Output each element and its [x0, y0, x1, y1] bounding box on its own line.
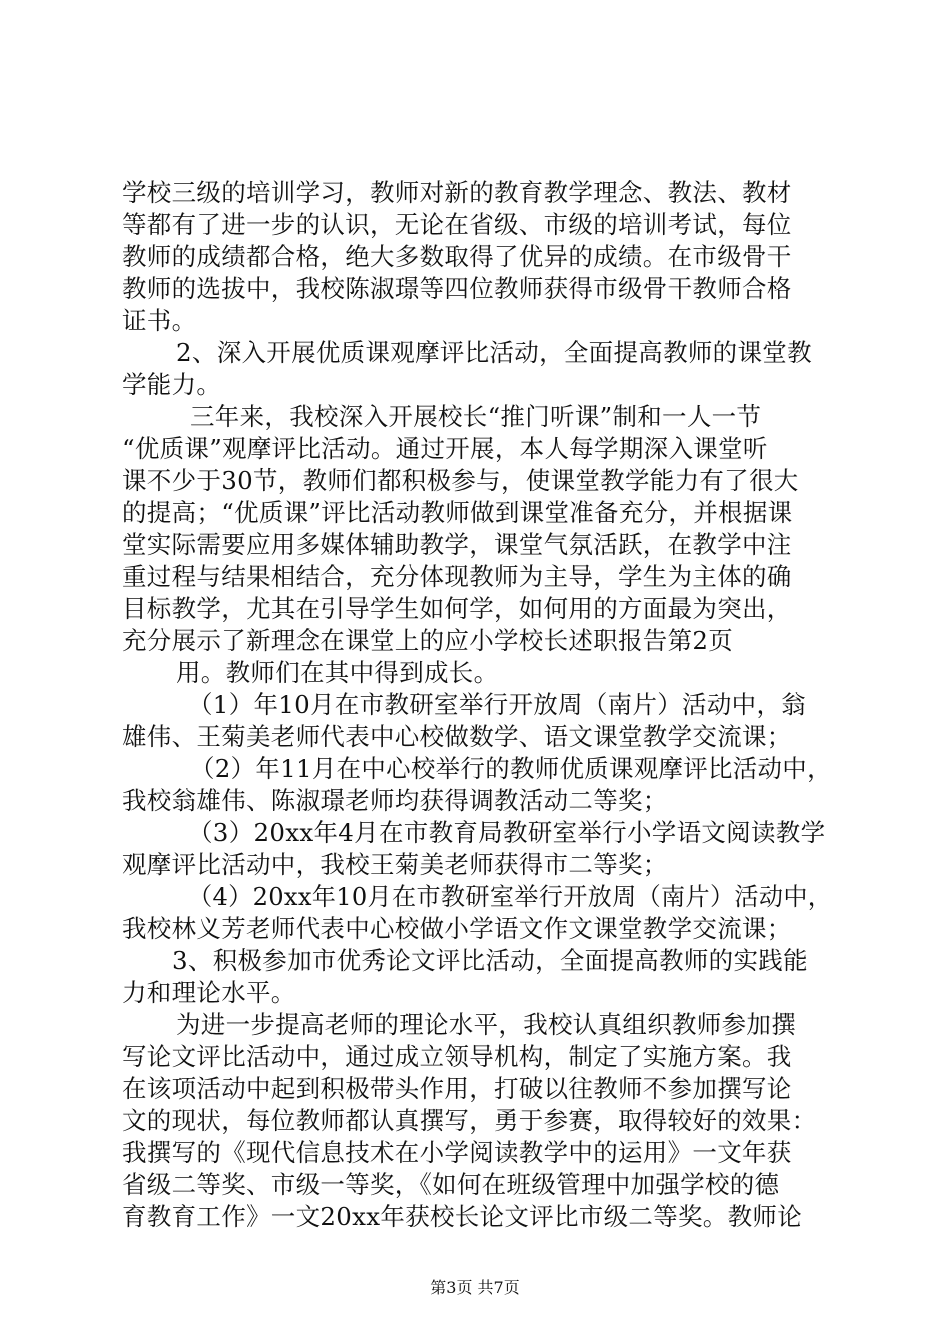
text-line: 充分展示了新理念在课堂上的应小学校长述职报告第2页	[122, 626, 734, 655]
text-line: 学能力。	[122, 370, 222, 399]
text-line: 重过程与结果相结合，充分体现教师为主导，学生为主体的确	[122, 562, 792, 591]
section-heading: 3、积极参加市优秀论文评比活动，全面提高教师的实践能	[172, 946, 808, 975]
text-line: 目标教学，尤其在引导学生如何学，如何用的方面最为突出，	[122, 594, 792, 623]
section-heading: 2、深入开展优质课观摩评比活动，全面提高教师的课堂教	[176, 338, 812, 367]
text-line: 教师的成绩都合格，绝大多数取得了优异的成绩。在市级骨干	[122, 242, 792, 271]
text-line: 我校翁雄伟、陈淑璟老师均获得调教活动二等奖；	[122, 786, 668, 815]
list-item: （4）20xx年10月在市教研室举行开放周（南片）活动中，	[188, 882, 833, 911]
text-line: 我校林义芳老师代表中心校做小学语文作文课堂教学交流课；	[122, 914, 792, 943]
text-line: 我撰写的《现代信息技术在小学阅读教学中的运用》一文年获	[122, 1138, 792, 1167]
paragraph-start: 为进一步提高老师的理论水平，我校认真组织教师参加撰	[176, 1010, 796, 1039]
text-line: 雄伟、王菊美老师代表中心校做数学、语文课堂教学交流课；	[122, 722, 792, 751]
text-line: 堂实际需要应用多媒体辅助教学，课堂气氛活跃，在教学中注	[122, 530, 792, 559]
text-line: 学校三级的培训学习，教师对新的教育教学理念、教法、教材	[122, 178, 792, 207]
text-line: 课不少于30节，教师们都积极参与，使课堂教学能力有了很大	[122, 466, 799, 495]
text-line: 力和理论水平。	[122, 978, 296, 1007]
text-line: 教师的选拔中，我校陈淑璟等四位教师获得市级骨干教师合格	[122, 274, 792, 303]
text-line: 育教育工作》一文20xx年获校长论文评比市级二等奖。教师论	[122, 1202, 803, 1231]
text-line: 写论文评比活动中，通过成立领导机构，制定了实施方案。我	[122, 1042, 792, 1071]
text-line: 证书。	[122, 306, 197, 335]
text-line: 观摩评比活动中，我校王菊美老师获得市二等奖；	[122, 850, 668, 879]
list-item: （1）年10月在市教研室举行开放周（南片）活动中，翁	[188, 690, 807, 719]
text-line: “优质课”观摩评比活动。通过开展，本人每学期深入课堂听	[122, 434, 768, 463]
text-line: 省级二等奖、市级一等奖，《如何在班级管理中加强学校的德	[122, 1170, 780, 1199]
list-item: （3）20xx年4月在市教育局教研室举行小学语文阅读教学	[188, 818, 826, 847]
text-line: 文的现状，每位教师都认真撰写，勇于参赛，取得较好的效果：	[122, 1106, 817, 1135]
list-item: （2）年11月在中心校举行的教师优质课观摩评比活动中，	[190, 754, 832, 783]
page-number-footer: 第3页 共7页	[430, 1278, 520, 1297]
text-line: 等都有了进一步的认识，无论在省级、市级的培训考试，每位	[122, 210, 792, 239]
text-line: 用。教师们在其中得到成长。	[176, 658, 499, 687]
text-line: 的提高；“优质课”评比活动教师做到课堂准备充分，并根据课	[122, 498, 793, 527]
text-line: 在该项活动中起到积极带头作用，打破以往教师不参加撰写论	[122, 1074, 792, 1103]
paragraph-start: 三年来，我校深入开展校长“推门听课”制和一人一节	[190, 402, 762, 431]
